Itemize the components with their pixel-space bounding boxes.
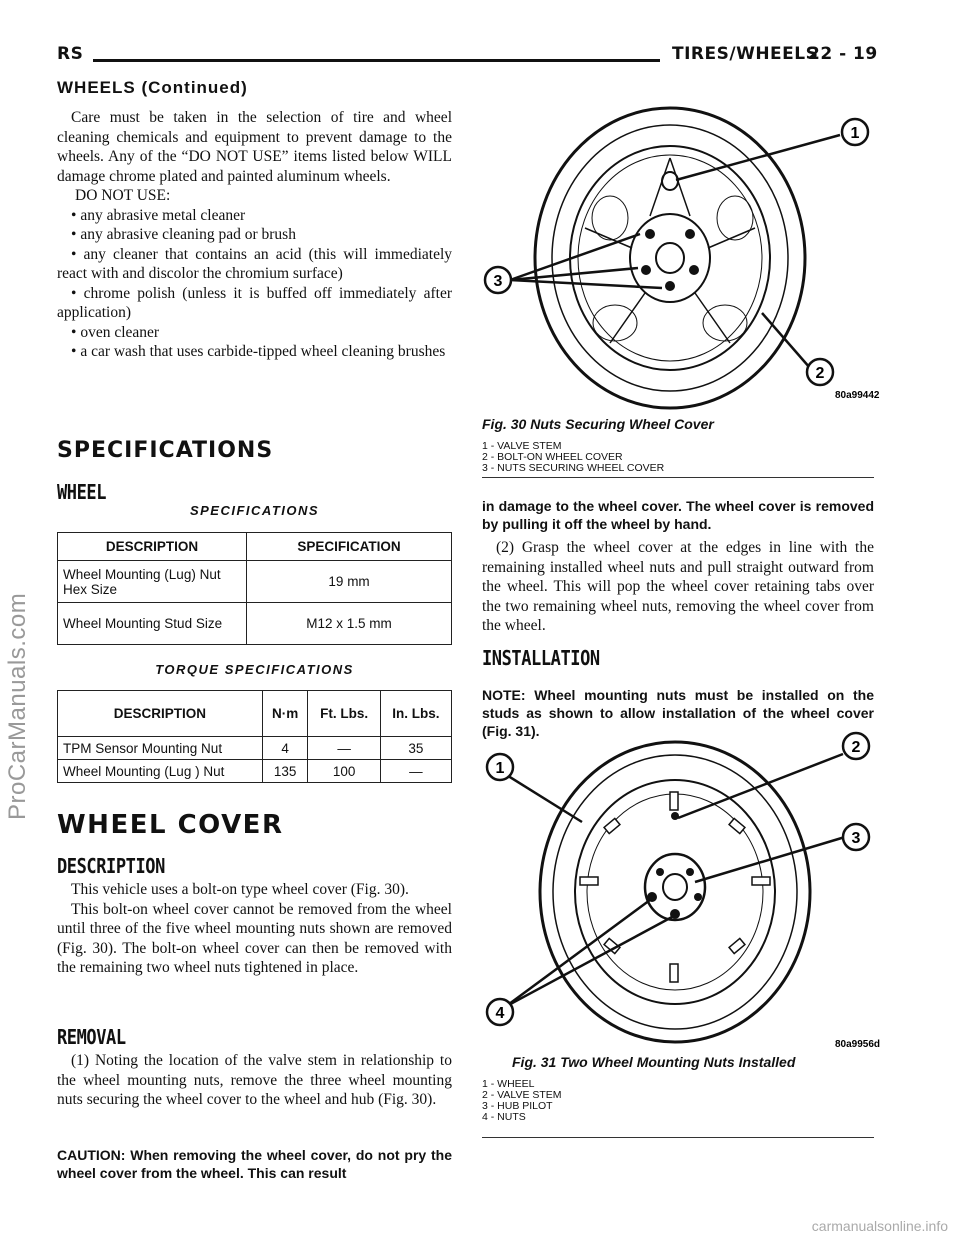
description-text: This vehicle uses a bolt-on type wheel cover (Fig. 30). This bolt-on wheel cover cannot be removed from the wheel until three of the five wheel mounting nuts shown are removed (Fig. 30). The bolt-on wheel cover can then be removed with the remaining two wheel nuts tightened in place. [57, 881, 452, 976]
fig31-callout: 2 [851, 739, 861, 756]
fig31-rule [482, 1137, 874, 1138]
fig31-legend: 1 - WHEEL 2 - VALVE STEM 3 - HUB PILOT 4 - NUTS [482, 1078, 562, 1123]
bullet-item: • a car wash that uses carbide-tipped wheel cleaning brushes [71, 343, 446, 360]
spec-table-title: SPECIFICATIONS [189, 503, 320, 518]
spec-table [57, 532, 452, 645]
header-page: 22 - 19 [808, 44, 878, 64]
fig30-callout: 3 [493, 273, 503, 290]
footer-watermark: carmanualsonline.info [811, 1218, 948, 1234]
bullet-icon: • [71, 245, 84, 263]
removal-step-2: (2) Grasp the wheel cover at the edges in line with the remaining installed wheel nuts and pull straight outward from the wheel. This will pop the wheel cover retaining tabs over the two remaining wheel nuts, removing the wheel cover from the wheel. [482, 539, 874, 634]
table-row: Wheel Mounting (Lug) Nut Hex Size 19 mm [58, 561, 452, 603]
installation-heading: INSTALLATION [482, 646, 600, 670]
bullet-item: • oven cleaner [71, 323, 160, 341]
bullet-icon: • [71, 343, 81, 360]
fig30-rule [482, 477, 874, 478]
caution-text: CAUTION: When removing the wheel cover, do not pry the wheel cover from the wheel. This can result [57, 1147, 452, 1181]
bullet-item: • any cleaner that contains an acid (this will immediately react with and discolor the chromium surface) [57, 245, 452, 282]
table-row: Wheel Mounting Stud Size M12 x 1.5 mm [58, 603, 452, 645]
do-not-use-label: DO NOT USE: [75, 187, 171, 204]
fig30-legend: 1 - VALVE STEM 2 - BOLT-ON WHEEL COVER 3 - NUTS SECURING WHEEL COVER [482, 440, 665, 474]
fig30-caption: Fig. 30 Nuts Securing Wheel Cover [482, 416, 714, 432]
bullet-icon: • [71, 226, 81, 243]
description-heading: DESCRIPTION [57, 854, 165, 878]
bullet-item: • any abrasive cleaning pad or brush [71, 226, 296, 243]
intro-paragraph: Care must be taken in the selection of tire and wheel cleaning chemicals and equipment to prevent damage to the wheels. Any of the “DO NOT USE” items listed below WILL damage chrome plated and painted aluminum wheels. [57, 109, 452, 185]
bullet-icon: • [71, 206, 81, 224]
bullet-icon: • [71, 323, 81, 341]
fig31-wheel-illustration [480, 739, 881, 1052]
fig30-callout: 1 [850, 125, 860, 142]
fig31-callout: 3 [851, 830, 861, 847]
spec-header-specification: SPECIFICATION [247, 533, 452, 561]
table-row: TPM Sensor Mounting Nut 4 — 35 [58, 737, 452, 760]
bullet-item: • chrome polish (unless it is buffed off immediately after application) [57, 284, 452, 321]
fig30-callout: 2 [815, 365, 825, 382]
removal-step-1: (1) Noting the location of the valve stem in relationship to the wheel mounting nuts, remove the three wheel mounting nuts securing the wheel cover to the wheel and hub (Fig. 30). [57, 1052, 452, 1108]
caution-continued: in damage to the wheel cover. The wheel cover is removed by pulling it off the wheel by hand. [482, 498, 874, 532]
installation-note: NOTE: Wheel mounting nuts must be installed on the studs as shown to allow installation of the wheel cover (Fig. 31). [482, 687, 874, 739]
wheel-heading: WHEEL [57, 480, 107, 504]
table-row: Wheel Mounting (Lug ) Nut 135 100 — [58, 760, 452, 783]
fig31-callout: 4 [495, 1005, 505, 1022]
wheel-cover-heading: WHEEL COVER [57, 810, 284, 840]
header-left: RS [57, 44, 84, 64]
running-title: WHEELS (Continued) [57, 78, 248, 97]
side-watermark: ProCarManuals.com [4, 592, 31, 820]
left-column [57, 108, 452, 362]
specifications-heading: SPECIFICATIONS [57, 438, 274, 463]
spec-header-description: DESCRIPTION [58, 533, 247, 561]
removal-heading: REMOVAL [57, 1025, 126, 1049]
fig31-code: 80a9956d [835, 1039, 881, 1050]
bullet-icon: • [71, 284, 84, 302]
fig31-callout: 1 [495, 760, 505, 777]
fig30-code: 80a99442 [835, 390, 880, 401]
bullet-item: • any abrasive metal cleaner [71, 206, 246, 224]
header-section: TIRES/WHEELS [672, 44, 819, 64]
header-rule-left [93, 59, 660, 62]
torque-table: DESCRIPTION N·m Ft. Lbs. In. Lbs. TPM Sensor Mounting Nut 4 — 35 Wheel Mounting (Lug ) Nut 135 100 — [57, 690, 452, 783]
fig30-wheel-cover-illustration [480, 108, 880, 408]
torque-table-title: TORQUE SPECIFICATIONS [155, 662, 354, 677]
fig31-caption: Fig. 31 Two Wheel Mounting Nuts Installed [512, 1054, 796, 1070]
